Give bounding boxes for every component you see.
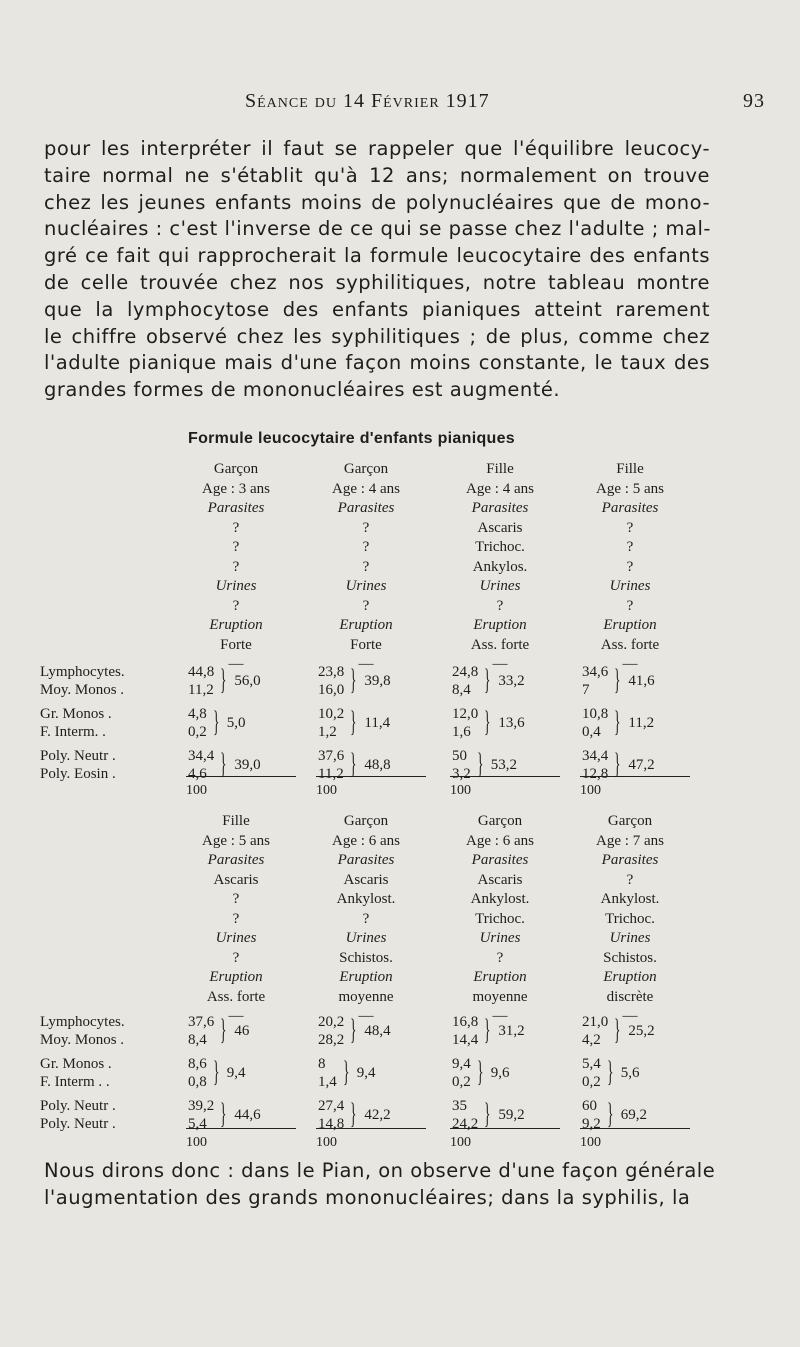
row-label: F. Interm. .: [40, 724, 106, 740]
value-sum: 5,0: [226, 715, 246, 731]
row-label: Poly. Eosin .: [40, 766, 116, 782]
row-label: Moy. Monos .: [40, 1032, 125, 1048]
value-sum: 39,0: [234, 757, 261, 773]
patient-sex: Garçon: [477, 813, 523, 829]
value-b: 3,2: [452, 766, 471, 782]
value-sum: 33,2: [498, 673, 525, 689]
eruption-value: Forte: [220, 636, 252, 653]
value-b: 8,4: [188, 1032, 207, 1048]
parasite-value: Ascaris: [343, 871, 389, 888]
value-a: 21,0: [582, 1014, 609, 1030]
brace-icon: }: [220, 663, 227, 696]
column-total: 100: [186, 1135, 207, 1150]
parasite-value: ?: [362, 519, 370, 536]
urines-label: Urines: [609, 578, 651, 594]
brace-icon: }: [350, 747, 357, 780]
patient-column-header: [562, 812, 698, 1027]
row-labels: [40, 663, 170, 789]
value-a: 20,2: [318, 1014, 345, 1030]
value-a: 60: [582, 1098, 597, 1114]
running-title: Séance du 14 Février 1917: [245, 90, 490, 112]
value-sum: 13,6: [498, 715, 525, 731]
patient-age: Age : 6 ans: [332, 832, 400, 849]
value-b: 28,2: [318, 1032, 345, 1048]
value-sum: 46: [234, 1023, 250, 1039]
row-label: Lymphocytes.: [40, 1014, 125, 1030]
parasite-value: Ankylos.: [472, 558, 528, 575]
data-cell: [188, 663, 328, 789]
value-b: 4,6: [188, 766, 207, 782]
value-a: 34,4: [188, 748, 215, 764]
total-rule: [186, 776, 296, 777]
urines-value: ?: [232, 949, 240, 966]
brace-icon: }: [614, 705, 621, 738]
row-label: Gr. Monos .: [40, 706, 112, 722]
column-total: 100: [186, 783, 207, 798]
total-rule: [450, 776, 560, 777]
urines-value: ?: [496, 949, 504, 966]
value-b: 1,4: [318, 1074, 337, 1090]
brace-icon: }: [484, 1097, 491, 1130]
parasite-value: Ascaris: [477, 519, 523, 536]
row-label-group: [40, 1055, 170, 1091]
value-b: 4,2: [582, 1032, 601, 1048]
column-total: 100: [450, 1135, 471, 1150]
parasites-label: Parasites: [207, 500, 265, 516]
text-line: taire normal ne s'établit qu'à 12 ans; normalement on trouve: [44, 163, 710, 187]
text-line: pour les interpréter il faut se rappeler que l'équilibre leucocy-: [44, 137, 710, 160]
brace-icon: }: [484, 705, 491, 738]
brace-icon: }: [606, 1055, 614, 1088]
total-rule: [580, 1128, 690, 1129]
patient-sex: Fille: [486, 461, 514, 477]
urines-label: Urines: [215, 578, 257, 594]
value-pair: [188, 705, 328, 741]
row-label: Poly. Neutr .: [40, 1116, 116, 1132]
urines-value: ?: [496, 597, 504, 614]
parasites-label: Parasites: [471, 852, 529, 868]
text-line: chez les jeunes enfants moins de polynucléaires que de mono-: [44, 190, 710, 214]
patient-column-header: [168, 460, 304, 675]
total-rule: [186, 1128, 296, 1129]
value-b: 12,8: [582, 766, 609, 782]
total-rule: [316, 776, 426, 777]
brace-icon: }: [342, 1055, 350, 1088]
brace-icon: }: [484, 1013, 491, 1046]
value-b: 14,4: [452, 1032, 479, 1048]
text-line: gré ce fait qui rapprocherait la formule leucocytaire des enfants: [44, 244, 710, 268]
brace-icon: }: [606, 1097, 614, 1130]
value-a: 27,4: [318, 1098, 345, 1114]
value-sum: 41,6: [628, 673, 655, 689]
data-cell: [582, 1013, 722, 1139]
value-sum: 9,4: [356, 1065, 376, 1081]
eruption-value: moyenne: [472, 988, 528, 1005]
value-a: 10,2: [318, 706, 345, 722]
patient-column-header: [298, 460, 434, 675]
text-line: nucléaires : c'est l'inverse de ce qui se passe chez l'adulte ; mal-: [44, 217, 711, 241]
separator-dash: —: [228, 656, 244, 672]
data-cell: [318, 663, 458, 789]
parasite-value: ?: [626, 871, 634, 888]
value-b: 9,2: [582, 1116, 601, 1132]
parasite-value: ?: [626, 519, 634, 536]
brace-icon: }: [476, 1055, 484, 1088]
urines-value: ?: [362, 597, 370, 614]
parasite-value: ?: [232, 558, 240, 575]
column-total: 100: [316, 783, 337, 798]
parasite-value: ?: [232, 910, 240, 927]
value-sum: 25,2: [628, 1023, 655, 1039]
total-rule: [450, 1128, 560, 1129]
parasite-value: Trichoc.: [475, 539, 525, 555]
patient-sex: Garçon: [607, 813, 653, 829]
row-label-group: [40, 747, 170, 783]
value-a: 8,6: [188, 1056, 207, 1072]
brace-icon: }: [212, 1055, 220, 1088]
value-a: 24,8: [452, 664, 479, 680]
row-label: Moy. Monos .: [40, 682, 125, 698]
eruption-label: Eruption: [473, 969, 527, 985]
value-pair: [582, 705, 722, 741]
urines-label: Urines: [479, 930, 521, 946]
parasite-value: ?: [362, 910, 370, 927]
eruption-value: discrète: [606, 988, 654, 1005]
value-b: 24,2: [452, 1116, 479, 1132]
value-sum: 39,8: [364, 673, 391, 689]
row-label: Gr. Monos .: [40, 1056, 112, 1072]
value-b: 16,0: [318, 682, 345, 698]
value-a: 37,6: [188, 1014, 215, 1030]
value-pair: [582, 747, 722, 783]
patient-age: Age : 6 ans: [466, 832, 534, 849]
brace-icon: }: [212, 705, 220, 738]
row-label: Poly. Neutr .: [40, 748, 116, 764]
value-sum: 44,6: [234, 1107, 261, 1123]
value-pair: [318, 705, 458, 741]
data-cell: [452, 663, 592, 789]
value-pair: [188, 747, 328, 783]
eruption-label: Eruption: [209, 969, 263, 985]
patient-column-header: [298, 812, 434, 1027]
parasite-value: ?: [232, 891, 240, 907]
paragraph-bottom: [44, 1158, 716, 1212]
parasite-value: ?: [626, 558, 634, 575]
row-label: Poly. Neutr .: [40, 1098, 116, 1114]
urines-label: Urines: [609, 930, 651, 946]
patient-age: Age : 4 ans: [466, 480, 534, 497]
parasite-value: ?: [232, 539, 240, 555]
parasite-value: Ascaris: [213, 871, 259, 888]
patient-age: Age : 5 ans: [596, 480, 664, 497]
urines-label: Urines: [479, 578, 521, 594]
text-line: Nous dirons donc : dans le Pian, on observe d'une façon générale: [44, 1159, 716, 1182]
value-b: 0,4: [582, 724, 601, 740]
value-sum: 56,0: [234, 673, 261, 689]
value-b: 11,2: [188, 682, 214, 698]
value-b: 5,4: [188, 1116, 207, 1132]
eruption-value: Ass. forte: [206, 988, 266, 1005]
value-sum: 42,2: [364, 1107, 391, 1123]
patient-age: Age : 7 ans: [596, 832, 664, 849]
eruption-label: Eruption: [339, 969, 393, 985]
eruption-label: Eruption: [209, 617, 263, 633]
value-sum: 47,2: [628, 757, 655, 773]
value-a: 34,6: [582, 664, 609, 680]
value-a: 12,0: [452, 706, 479, 722]
value-pair: [582, 1013, 722, 1049]
value-a: 50: [452, 748, 467, 764]
brace-icon: }: [220, 1097, 227, 1130]
column-total: 100: [580, 783, 601, 798]
value-a: 35: [452, 1098, 467, 1114]
parasites-label: Parasites: [471, 500, 529, 516]
value-b: 0,2: [188, 724, 207, 740]
value-a: 37,6: [318, 748, 345, 764]
separator-dash: —: [228, 1008, 244, 1024]
text-line: l'adulte pianique mais d'une façon moins constante, le taux des: [44, 351, 710, 375]
separator-dash: —: [622, 656, 638, 672]
value-pair: [582, 1055, 722, 1091]
urines-label: Urines: [345, 930, 387, 946]
parasite-value: Ascaris: [477, 871, 523, 888]
value-sum: 48,4: [364, 1023, 391, 1039]
row-label-group: [40, 1013, 170, 1049]
parasite-value: Trichoc.: [605, 910, 655, 927]
value-pair: [452, 705, 592, 741]
value-a: 8: [318, 1056, 326, 1072]
brace-icon: }: [476, 747, 484, 780]
value-b: 0,2: [582, 1074, 601, 1090]
parasites-label: Parasites: [337, 500, 395, 516]
brace-icon: }: [350, 705, 357, 738]
parasite-value: Trichoc.: [475, 910, 525, 927]
urines-value: ?: [232, 597, 240, 614]
value-sum: 11,4: [364, 715, 391, 731]
total-rule: [580, 776, 690, 777]
data-cell: [188, 1013, 328, 1139]
value-b: 1,2: [318, 724, 337, 740]
patient-age: Age : 3 ans: [202, 480, 270, 497]
patient-sex: Garçon: [343, 461, 389, 477]
parasites-label: Parasites: [207, 852, 265, 868]
eruption-label: Eruption: [339, 617, 393, 633]
text-line: le chiffre observé chez les syphilitiques ; de plus, comme chez: [44, 324, 710, 348]
urines-label: Urines: [345, 578, 387, 594]
value-sum: 31,2: [498, 1023, 525, 1039]
value-pair: [188, 1055, 328, 1091]
paragraph-top: [44, 136, 710, 404]
data-cell: [318, 1013, 458, 1139]
value-pair: [452, 747, 592, 783]
row-label: Lymphocytes.: [40, 664, 125, 680]
patient-column-header: [562, 460, 698, 675]
brace-icon: }: [350, 663, 357, 696]
parasites-label: Parasites: [601, 852, 659, 868]
eruption-label: Eruption: [603, 617, 657, 633]
brace-icon: }: [220, 747, 227, 780]
value-a: 39,2: [188, 1098, 215, 1114]
separator-dash: —: [358, 656, 374, 672]
value-sum: 53,2: [490, 757, 518, 773]
value-b: 8,4: [452, 682, 471, 698]
patient-sex: Fille: [616, 461, 644, 477]
value-a: 16,8: [452, 1014, 479, 1030]
text-line: que la lymphocytose des enfants pianiques atteint rarement: [44, 297, 710, 321]
parasites-label: Parasites: [601, 500, 659, 516]
value-b: 0,2: [452, 1074, 471, 1090]
patient-column-header: [168, 812, 304, 1027]
urines-value: Schistos.: [339, 949, 393, 966]
brace-icon: }: [350, 1097, 357, 1130]
row-label-group: [40, 1097, 170, 1133]
parasite-value: Ankylost.: [600, 891, 660, 907]
value-sum: 69,2: [620, 1107, 648, 1123]
row-label-group: [40, 663, 170, 699]
data-cell: [582, 663, 722, 789]
value-b: 1,6: [452, 724, 471, 740]
brace-icon: }: [220, 1013, 227, 1046]
brace-icon: }: [614, 747, 621, 780]
value-b: 14,8: [318, 1116, 345, 1132]
data-cell: [452, 1013, 592, 1139]
value-pair: [318, 747, 458, 783]
eruption-value: Ass. forte: [600, 636, 660, 653]
eruption-value: Forte: [350, 636, 382, 653]
parasite-value: ?: [362, 558, 370, 575]
separator-dash: —: [492, 656, 508, 672]
column-total: 100: [316, 1135, 337, 1150]
value-sum: 59,2: [498, 1107, 525, 1123]
patient-sex: Garçon: [343, 813, 389, 829]
patient-column-header: [432, 460, 568, 675]
value-sum: 9,4: [226, 1065, 246, 1081]
urines-value: ?: [626, 597, 634, 614]
parasite-value: ?: [626, 539, 634, 555]
patient-column-header: [432, 812, 568, 1027]
value-a: 5,4: [582, 1056, 601, 1072]
value-pair: [452, 1055, 592, 1091]
parasite-value: ?: [362, 539, 370, 555]
patient-sex: Garçon: [213, 461, 259, 477]
parasite-value: Ankylost.: [470, 891, 530, 907]
brace-icon: }: [350, 1013, 357, 1046]
patient-age: Age : 5 ans: [202, 832, 270, 849]
parasite-value: Ankylost.: [336, 891, 396, 907]
total-rule: [316, 1128, 426, 1129]
separator-dash: —: [492, 1008, 508, 1024]
urines-label: Urines: [215, 930, 257, 946]
value-a: 44,8: [188, 664, 215, 680]
column-total: 100: [580, 1135, 601, 1150]
eruption-label: Eruption: [603, 969, 657, 985]
parasite-value: ?: [232, 519, 240, 536]
row-label-group: [40, 705, 170, 741]
eruption-value: moyenne: [338, 988, 394, 1005]
table-title: Formule leucocytaire d'enfants pianiques: [188, 430, 515, 447]
eruption-label: Eruption: [473, 617, 527, 633]
brace-icon: }: [484, 663, 491, 696]
value-sum: 11,2: [628, 715, 655, 731]
urines-value: Schistos.: [603, 949, 657, 966]
value-pair: [582, 663, 722, 699]
column-total: 100: [450, 783, 471, 798]
text-line: de celle trouvée chez nos syphilitiques, notre tableau montre: [44, 270, 710, 294]
value-a: 23,8: [318, 664, 345, 680]
value-b: 11,2: [318, 766, 344, 782]
row-label: F. Interm . .: [40, 1074, 110, 1090]
value-a: 9,4: [452, 1056, 471, 1072]
value-sum: 48,8: [364, 757, 391, 773]
value-a: 34,4: [582, 748, 609, 764]
value-pair: [318, 1055, 458, 1091]
brace-icon: }: [614, 1013, 621, 1046]
value-a: 4,8: [188, 706, 207, 722]
brace-icon: }: [614, 663, 621, 696]
eruption-value: Ass. forte: [470, 636, 530, 653]
value-a: 10,8: [582, 706, 609, 722]
page-number: 93: [743, 90, 765, 112]
patient-sex: Fille: [222, 813, 250, 829]
separator-dash: —: [622, 1008, 638, 1024]
value-sum: 5,6: [620, 1065, 640, 1081]
value-sum: 9,6: [490, 1065, 510, 1081]
value-b: 7: [582, 682, 590, 698]
separator-dash: —: [358, 1008, 374, 1024]
value-b: 0,8: [188, 1074, 207, 1090]
text-line: grandes formes de mononucléaires est augmenté.: [44, 378, 561, 402]
row-labels: [40, 1013, 170, 1139]
text-line: l'augmentation des grands mononucléaires; dans la syphilis, la: [44, 1185, 691, 1209]
parasites-label: Parasites: [337, 852, 395, 868]
patient-age: Age : 4 ans: [332, 480, 400, 497]
